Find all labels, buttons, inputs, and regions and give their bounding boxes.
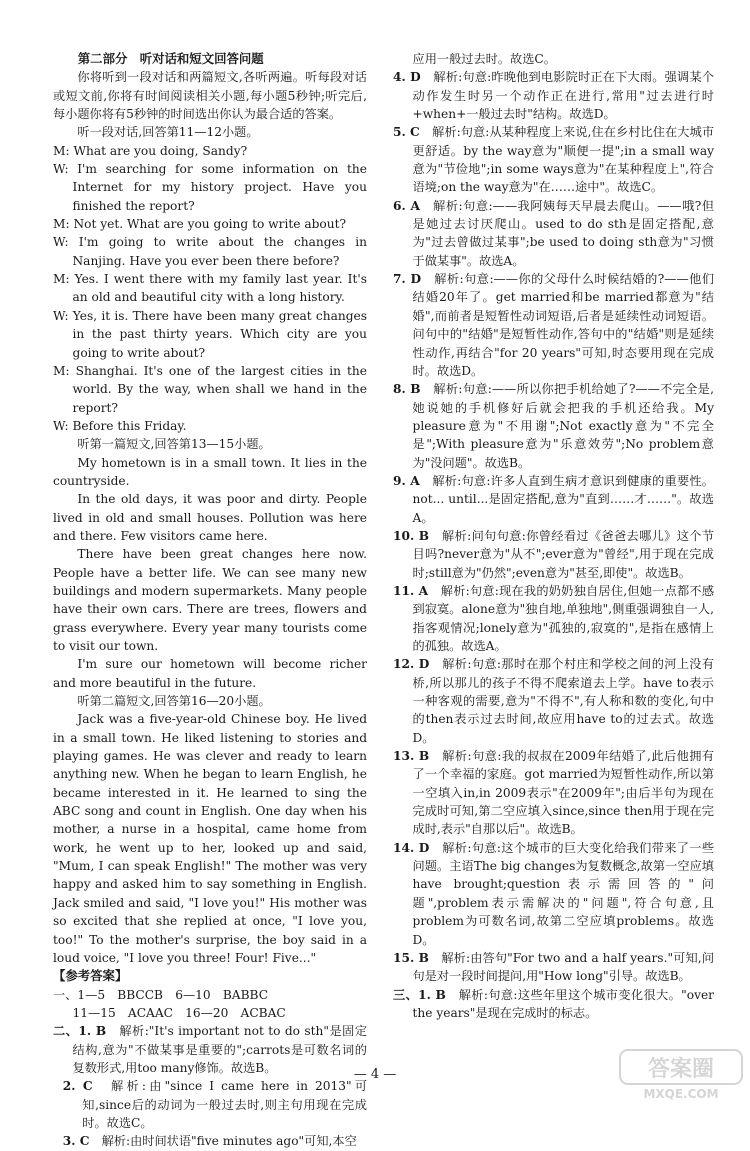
item-number: 三、1. B bbox=[393, 987, 446, 1002]
passage1-paragraph: There have been great changes here now. People have a better life. We can see many new buildings and modern supermarkets. Many people have their own cars. There are trees, flowers and grass everywhere. Every year many tourists come to visit our town. bbox=[53, 547, 367, 653]
item-number: 2. C bbox=[62, 1079, 93, 1094]
item-number: 11. A bbox=[393, 583, 429, 598]
item-text: 解析:句意:现在我的奶奶独自居住,但她一点都不感到寂寞。alone意为"独自地,单独地",侧重强调独自一人,指客观情况;lonely意为"孤独的,寂寞的",是指在感情上的孤独。故选A。 bbox=[412, 583, 715, 653]
answer-item bbox=[393, 986, 714, 1023]
answer-item bbox=[393, 582, 714, 655]
item-text: 解析:句意:昨晚他到电影院时正在下大雨。强调某个动作发生时另一个动作正在进行,常用"过去进行时+when+一般过去时"结构。故选D。 bbox=[412, 70, 715, 122]
answer-item bbox=[393, 270, 714, 380]
item-text: 解析:句意:这些年里这个城市变化很大。"over the years"是现在完成时的标志。 bbox=[412, 987, 714, 1020]
item-number: 二、1. B bbox=[53, 1024, 107, 1039]
item-number: 7. D bbox=[393, 272, 422, 287]
dialogue-line: M: Shanghai. It's one of the largest cities in the world. By the way, when shall we hand in the report? bbox=[53, 363, 367, 415]
answer-item bbox=[393, 472, 714, 527]
item-number: 14. D bbox=[393, 840, 430, 855]
answers-line: 一、1—5 BBCCB 6—10 BABBC bbox=[53, 987, 269, 1002]
item-number: 10. B bbox=[393, 528, 430, 543]
watermark-logo bbox=[618, 1046, 744, 1102]
item-text: 解析:句意:从某种程度上来说,住在乡村比住在大城市更舒适。by the way意为"顺便一提";in a small way意为"节俭地";in some ways意为"在某种程度上",符合语境;on the way意为"在……途中"。故选C。 bbox=[412, 125, 715, 195]
answer-item bbox=[393, 655, 714, 747]
answer-item bbox=[393, 380, 714, 472]
dialogue-line: M: Yes. I went there with my family last year. It's an old and beautiful city with a long history. bbox=[53, 272, 367, 305]
answer-item bbox=[393, 123, 714, 196]
item-number: 15. B bbox=[393, 950, 429, 965]
item-text: 解析:句意:——所以你把手机给她了?——不完全是,她说她的手机修好后就会把我的手机还给我。My pleasure意为"不用谢";Not exactly意为"不完全是";With pleasure意为"乐意效劳";No problem意为"没问题"。故选B。 bbox=[412, 382, 714, 470]
svg-text:MXQE.COM: MXQE.COM bbox=[643, 1087, 719, 1101]
answer-item bbox=[393, 949, 714, 986]
item-number: 6. A bbox=[393, 198, 420, 213]
answers-heading: 【参考答案】 bbox=[53, 968, 128, 984]
item-number: 8. B bbox=[393, 382, 421, 397]
left-column bbox=[53, 50, 367, 1151]
item-text: 解析:句意:许多人直到生病才意识到健康的重要性。not... until...是固定搭配,意为"直到……才……"。故选A。 bbox=[412, 473, 714, 525]
passage2-paragraph: Jack was a five-year-old Chinese boy. He lived in a small town. He liked listening to stories and playing games. He was clever and ready to learn anything new. When he began to learn English, he became interested in it. He learned to sing the ABC song and count in English. One day when his mother, a nurse in a hospital, came home from work, he went up to her, looked up and said, "Mum, I can speak English!" The mother was very happy and asked him to say something in English. Jack smiled and said, "I love you!" His mother was so excited that she replied at once, "I love you, too!" To the mother's surprise, the boy said in a loud voice, "I love you three! Four! Five..." bbox=[53, 712, 367, 965]
answer-item bbox=[393, 197, 714, 270]
passage1-paragraph: In the old days, it was poor and dirty. People lived in old and small houses. Pollution was here and there. Few visitors came here. bbox=[53, 492, 367, 543]
answers-line: 11—15 ACAAC 16—20 ACBAC bbox=[72, 1005, 286, 1020]
continued-text: 应用一般过去时。故选C。 bbox=[412, 52, 556, 66]
answer-item bbox=[393, 747, 714, 839]
dialogue-line: W: Yes, it is. There have been many great changes in the past thirty years. Which city are you going to write about? bbox=[53, 308, 367, 360]
answer-item bbox=[53, 1077, 367, 1132]
passage1-paragraph: My hometown is in a small town. It lies in the countryside. bbox=[53, 455, 367, 488]
passage1-paragraph: I'm sure our hometown will become richer and more beautiful in the future. bbox=[53, 657, 367, 690]
dialogue-line: W: I'm going to write about the changes in Nanjing. Have you ever been there before? bbox=[53, 235, 367, 268]
item-text: 解析:由时间状语"five minutes ago"可知,本空 bbox=[101, 1134, 357, 1149]
item-text: 解析:"It's important not to do sth"是固定结构,意为"不做某事是重要的";carrots是可数名词的复数形式,用too many修饰。故选B。 bbox=[72, 1024, 368, 1075]
item-text: 解析:由"since I came here in 2013"可知,since后的动词为一般过去时,则主句用现在完成时。故选C。 bbox=[82, 1079, 368, 1130]
item-text: 解析:句意:那时在那个村庄和学校之间的河上没有桥,所以那儿的孩子不得不爬索道去上学。have to表示一种客观的需要,意为"不得不",有人称和数的变化,句中的then表示过去时间,故应用have to的过去式。故选D。 bbox=[412, 657, 715, 745]
answer-item bbox=[393, 839, 714, 949]
dialogue-intro: 听一段对话,回答第11—12小题。 bbox=[77, 125, 259, 140]
svg-text:答案圈: 答案圈 bbox=[647, 1057, 715, 1082]
dialogue-line: M: What are you doing, Sandy? bbox=[53, 143, 248, 158]
item-text: 解析:问句句意:你曾经看过《爸爸去哪儿》这个节目吗?never意为"从不";ever意为"曾经",用于现在完成时;still意为"仍然";even意为"甚至,即使"。故选B。 bbox=[412, 528, 715, 580]
item-text: 解析:句意:这个城市的巨大变化给我们带来了一些问题。主语The big changes为复数概念,故第一空应填have brought;question表示需回答的"问题",problem表示需解决的"问题",符合句意,且problem为可数名词,故第二空应填problems。故选D。 bbox=[412, 840, 715, 947]
answer-item bbox=[53, 1132, 367, 1150]
answer-list bbox=[393, 68, 714, 1022]
answer-item bbox=[393, 527, 714, 582]
instructions: 你将听到一段对话和两篇短文,各听两遍。听每段对话或短文前,你将有时间阅读相关小题,每小题5秒钟;听完后,每小题你将有5秒钟的时间选出你认为最合适的答案。 bbox=[53, 70, 367, 122]
item-text: 解析:由答句"For two and a half years."可知,问句是对一段时间提问,用"How long"引导。故选B。 bbox=[412, 950, 715, 984]
dialogue-line: M: Not yet. What are you going to write about? bbox=[53, 217, 347, 232]
item-text: 解析:句意:——我阿姨每天早晨去爬山。——哦?但是她过去讨厌爬山。used to do sth是固定搭配,意为"过去曾做过某事";be used to doing sth意为"习惯于做某事"。故选A。 bbox=[412, 198, 715, 268]
item-number: 5. C bbox=[393, 125, 420, 140]
passage1-intro: 听第一篇短文,回答第13—15小题。 bbox=[77, 437, 271, 452]
item-number: 12. D bbox=[393, 657, 430, 672]
dialogue-line: W: Before this Friday. bbox=[53, 418, 187, 433]
item-number: 4. D bbox=[393, 70, 421, 85]
answer-item bbox=[393, 68, 714, 123]
passage2-intro: 听第二篇短文,回答第16—20小题。 bbox=[77, 694, 271, 709]
page-number: — 4 — bbox=[353, 1067, 397, 1082]
section-heading: 第二部分 听对话和短文回答问题 bbox=[77, 51, 264, 66]
item-text: 解析:句意:我的叔叔在2009年结婚了,此后他拥有了一个幸福的家庭。got married为短暂性动作,所以第一空填入in,in 2009表示"在2009年";由后半句为现在完成时可知,第二空应填入since,since then用于现在完成时,表示"自那以后"。故选B。 bbox=[412, 749, 715, 837]
right-column bbox=[393, 50, 714, 1022]
item-number: 3. C bbox=[62, 1134, 90, 1149]
item-number: 9. A bbox=[393, 473, 420, 488]
item-text: 解析:句意:——你的父母什么时候结婚的?——他们结婚20年了。get married和be married都意为"结婚",而前者是短暂性动词短语,后者是延续性动词短语。问句中的"结婚"是短暂性动作,答句中的"结婚"则是延续性动作,再结合"for 20 years"可知,时态要用现在完成时。故选D。 bbox=[412, 272, 715, 378]
item-number: 13. B bbox=[393, 749, 430, 764]
dialogue-line: W: I'm searching for some information on the Internet for my history project. Have you finished the report? bbox=[53, 162, 367, 213]
